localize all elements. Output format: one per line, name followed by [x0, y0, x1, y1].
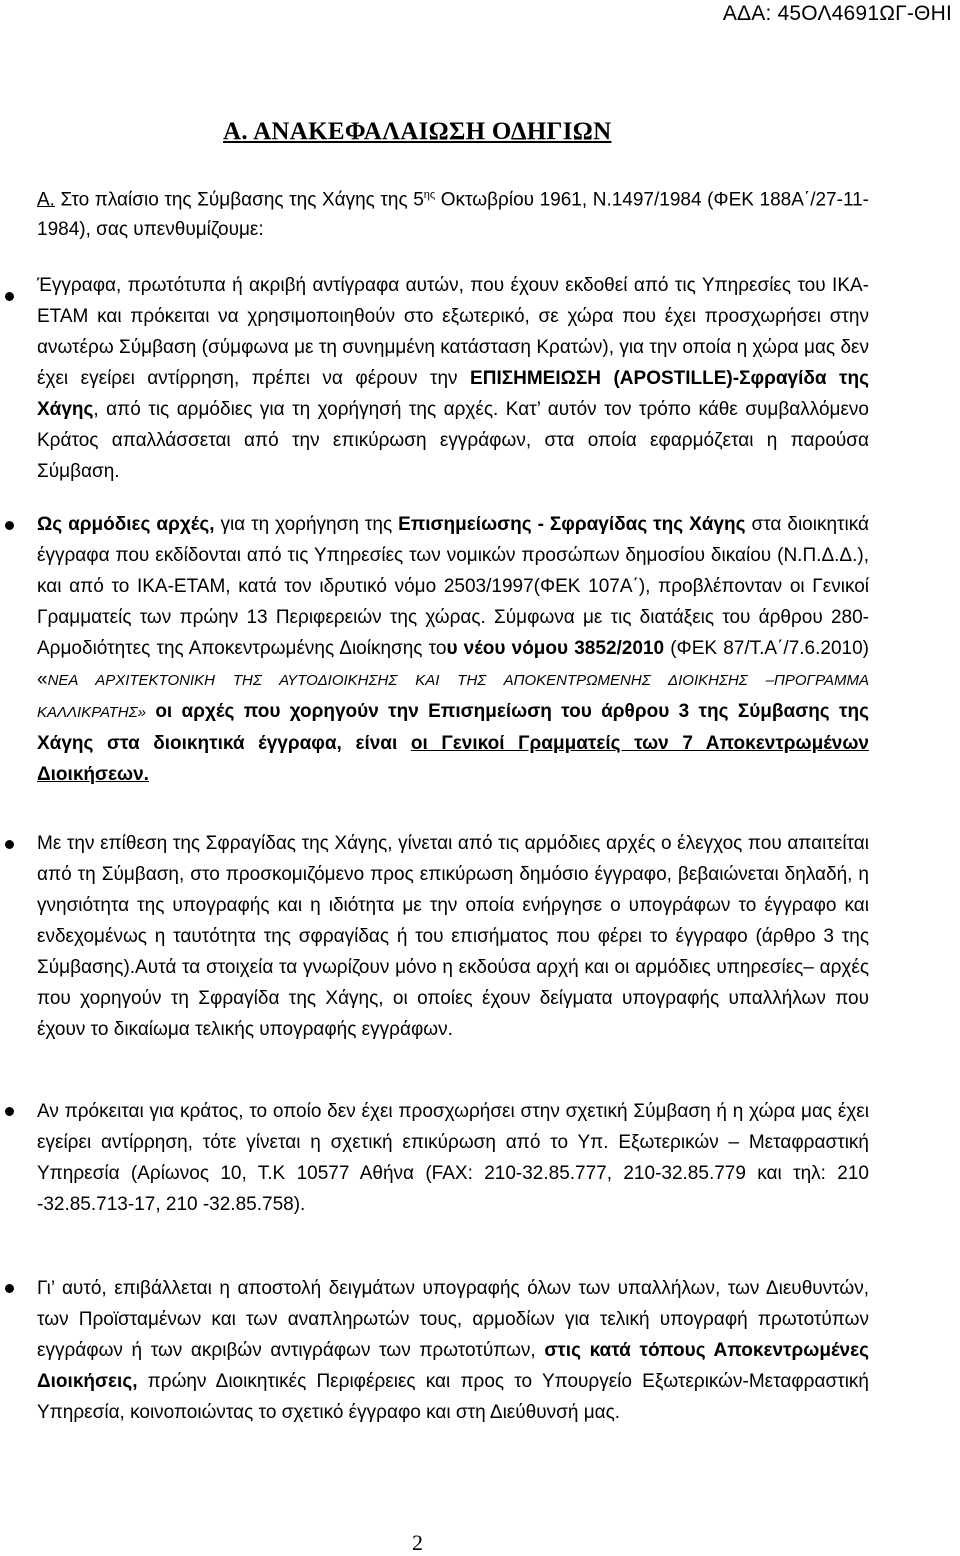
intro-paragraph [37, 180, 869, 245]
intro-superscript: ης [423, 189, 436, 201]
bullet-paragraph-2 [37, 509, 869, 790]
page-number: 2 [412, 1530, 423, 1555]
b2-text-1: για τη χορήγηση της [214, 514, 399, 535]
b5-bold-1: στις κατά τόπους Αποκεντρωμένες Διοικήσεις, [37, 1340, 869, 1392]
intro-lead: Α. [37, 189, 55, 211]
b2-text-2: στα διοικητικά έγγραφα που εκδίδονται από τις Υπηρεσίες των νομικών προσώπων δημοσίου δικαίου (Ν.Π.Δ.Δ.), και από το ΙΚΑ-ΕΤΑΜ, κατά τον ιδρυτικό νόμο 2503/1997(ΦΕΚ 107Α΄), προβλέπονταν οι Γενικοί Γραμματείς των πρώην 13 Περιφερειών της χώρας. Σύμφωνα με τις διατάξεις του άρθρου 280- Αρμοδιότητες της Αποκεντρωμένης Διοίκησης το [37, 514, 870, 659]
b2-bold-3: υ νέου νόμου 3852/2010 [446, 638, 665, 659]
b1-text-1: Έγγραφα, πρωτότυπα ή ακριβή αντίγραφα αυτών, που έχουν εκδοθεί από τις Υπηρεσίες του ΙΚΑ-ΕΤΑΜ και πρόκειται να χρησιμοποιηθούν στο εξωτερικό, σε χώρα που έχει προσχωρήσει στην ανωτέρω Σύμβαση (σύμφωνα με τη συνημμένη κατάσταση Κρατών), για την οποία η χώρα μας δεν έχει εγείρει αντίρρηση, πρέπει να φέρουν την [37, 275, 869, 389]
b1-text-2: , από τις αρμόδιες για τη χορήγησή της αρχές. Κατ’ αυτόν τον τρόπο κάθε συμβαλλόμενο Κράτος απαλλάσσεται από την επικύρωση εγγράφων, στα οποία εφαρμόζεται η παρούσα Σύμβαση. [37, 399, 869, 482]
bullet-marker-2 [5, 521, 14, 530]
b2-bold-underlined: οι Γενικοί Γραμματείς των 7 Αποκεντρωμένων Διοικήσεων. [37, 733, 869, 785]
intro-text-1: Στο πλαίσιο της Σύμβασης της Χάγης της 5 [54, 189, 424, 211]
ada-code: ΑΔΑ: 45ΟΛ4691ΩΓ-ΘΗΙ [722, 2, 952, 25]
intro-text-2: Οκτωβρίου 1961, Ν.1497/1984 (ΦΕΚ 188Α΄/27-11-1984), σας υπενθυμίζουμε: [37, 189, 870, 241]
b5-text-1: Γι’ αυτό, επιβάλλεται η αποστολή δειγμάτων υπογραφής όλων των υπαλλήλων, των Διευθυντών, των Προϊσταμένων και των αναπληρωτών τους, αρμοδίων για τελική υπογραφή πρωτοτύπων εγγράφων ή των ακριβών αντιγράφων των πρωτοτύπων, [37, 1278, 869, 1361]
b2-text-3: (ΦΕΚ 87/Τ.Α΄/7.6.2010) « [37, 638, 869, 690]
bullet-paragraph-1 [37, 270, 869, 487]
b2-bold-1: Ως αρμόδιες αρχές, [37, 514, 215, 535]
bullet-marker-1 [5, 292, 14, 301]
b2-bold-2: Επισημείωσης - Σφραγίδας της Χάγης [398, 514, 746, 535]
bullet-marker-5 [5, 1284, 14, 1293]
b2-bold-4: οι αρχές που χορηγούν την Επισημείωση του άρθρου 3 της Σύμβασης της Χάγης στα διοικητικά έγγραφα, είναι [37, 701, 869, 754]
bullet-paragraph-4: Αν πρόκειται για κράτος, το οποίο δεν έχει προσχωρήσει στην σχετική Σύμβαση ή η χώρα μας έχει εγείρει αντίρρηση, τότε γίνεται η σχετική επικύρωση από το Υπ. Εξωτερικών – Μεταφραστική Υπηρεσία (Αρίωνος 10, Τ.Κ 10577 Αθήνα (FAX: 210-32.85.777, 210-32.85.779 και τηλ: 210 -32.85.713-17, 210 -32.85.758). [37, 1101, 869, 1215]
bullet-marker-4 [5, 1107, 14, 1116]
b2-italic-law-title: ΝΕΑ ΑΡΧΙΤΕΚΤΟΝΙΚΗ ΤΗΣ ΑΥΤΟΔΙΟΙΚΗΣΗΣ ΚΑΙ ΤΗΣ ΑΠΟΚΕΝΤΡΩΜΕΝΗΣ ΔΙΟΙΚΗΣΗΣ –ΠΡΟΓΡΑΜΜΑ ΚΑΛΛΙΚΡΑΤΗΣ» [37, 672, 869, 721]
bullet-marker-3 [5, 840, 14, 849]
bullet-paragraph-3: Με την επίθεση της Σφραγίδας της Χάγης, γίνεται από τις αρμόδιες αρχές ο έλεγχος που απαιτείται από τη Σύμβαση, στο προσκομιζόμενο προς επικύρωση δημόσιο έγγραφο, βεβαιώνεται δηλαδή, η γνησιότητα της υπογραφής και η ιδιότητα με την οποία ενήργησε ο υπογράφων το έγγραφο και ενδεχομένως η ταυτότητα της σφραγίδας ή του επισήματος που φέρει το έγγραφο (άρθρο 3 της Σύμβασης).Αυτά τα στοιχεία τα γνωρίζουν μόνο η εκδούσα αρχή και οι αρμόδιες υπηρεσίες– αρχές που χορηγούν τη Σφραγίδα της Χάγης, οι οποίες έχουν δείγματα υπογραφής υπαλλήλων που έχουν το δικαίωμα τελικής υπογραφής εγγράφων. [37, 833, 869, 1040]
bullet-paragraph-5 [37, 1273, 869, 1428]
page-title: Α. ΑΝΑΚΕΦΑΛΑΙΩΣΗ ΟΔΗΓΙΩΝ [223, 118, 612, 145]
b5-text-2: πρώην Διοικητικές Περιφέρειες και προς το Υπουργείο Εξωτερικών-Μεταφραστική Υπηρεσία, κοινοποιώντας το σχετικό έγγραφο και στη Διεύθυνσή μας. [37, 1371, 869, 1423]
b1-bold-apostille: ΕΠΙΣΗΜΕΙΩΣΗ (APOSTILLE)-Σφραγίδα της Χάγης [37, 368, 870, 420]
